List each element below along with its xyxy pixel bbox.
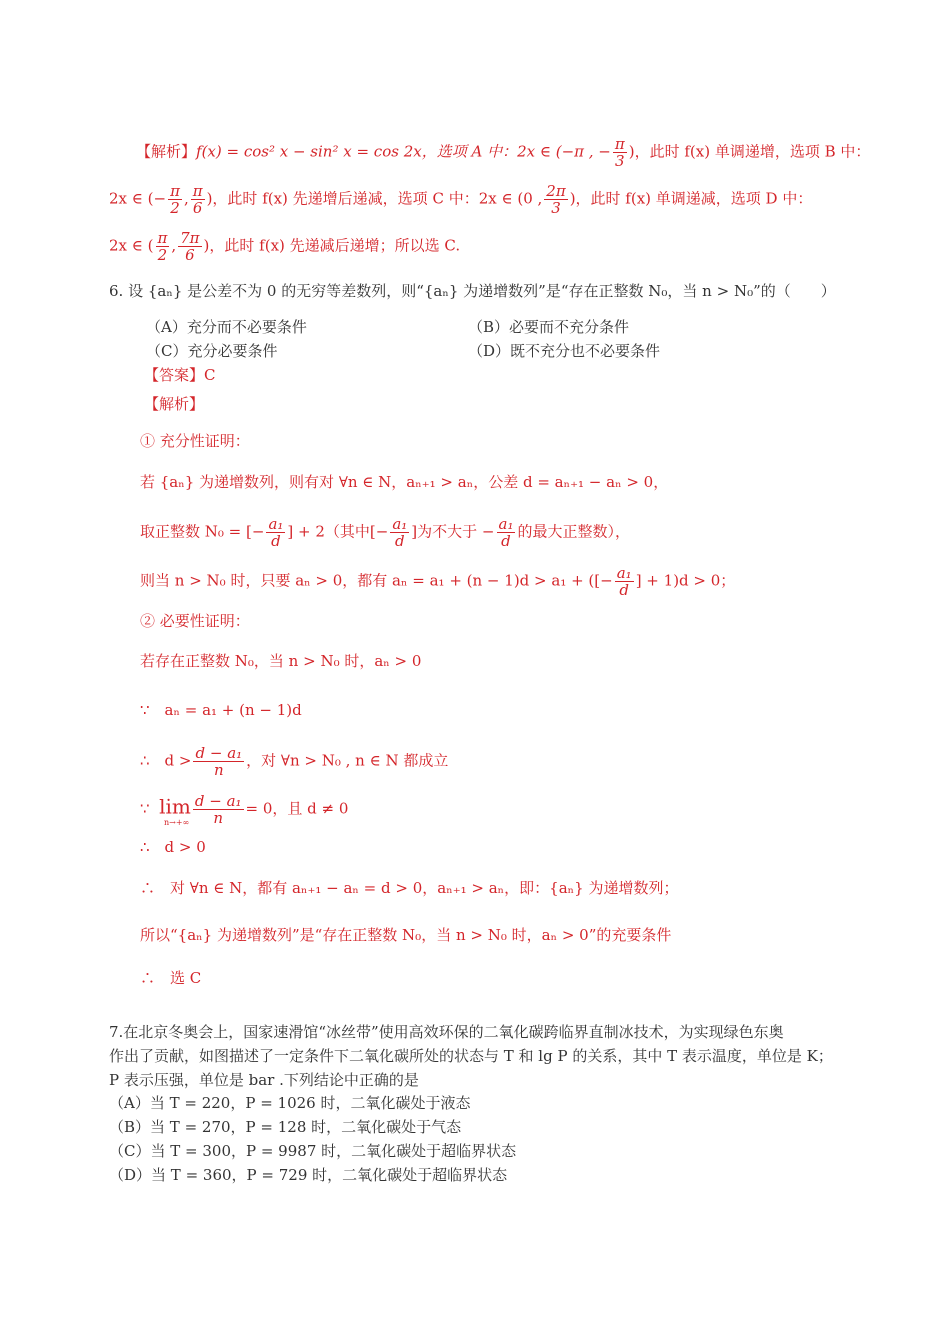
fraction: $\frac{\text{a₁}}{d}$: [392, 515, 408, 550]
answer-value: C: [204, 366, 216, 384]
q7-line-2: 作出了贡献，如图描述了一定条件下二氧化碳所处的状态与 T 和 lg P 的关系，其中 T 表示温度，单位是 K；: [109, 1047, 833, 1065]
q7-option-c: （C）当 T = 300，P = 9987 时，二氧化碳处于超临界状态: [109, 1142, 517, 1160]
q6-necessity-line-3: ∴ d > $\frac{\text{d − a₁}}{n}$ ，对 ∀n > N₀ , n ∈ N 都成立: [140, 744, 449, 779]
q6-stem: 6. 设 {aₙ} 是公差不为 0 的无穷等差数列，则“{aₙ} 为递增数列”是“存在正整数 N₀，当 n > N₀”的（ ）: [109, 282, 836, 300]
q6-necessity-line-4: ∵ lim $\frac{\text{d − a₁}}{n}$ = 0，且 d ≠ 0: [140, 792, 349, 827]
limit-subscript: n→+∞: [164, 818, 190, 827]
answer-label: 【答案】: [144, 366, 205, 384]
q6-analysis-label: 【解析】: [144, 395, 205, 413]
q5-analysis-label: 【解析】: [136, 142, 197, 161]
q6-choose: ∴ 选 C: [140, 969, 202, 987]
q6-sufficiency-title: ① 充分性证明：: [140, 432, 250, 450]
q7-line-3: P 表示压强，单位是 bar .下列结论中正确的是: [109, 1071, 419, 1089]
q6-necessity-title: ② 必要性证明：: [140, 612, 250, 630]
fraction: $\frac{\text{a₁}}{d}$: [616, 564, 632, 599]
fraction: $\frac{\pi}{2}$: [157, 229, 168, 264]
fraction: $\frac{7\pi}{6}$: [180, 229, 200, 264]
q6-option-b: （B）必要而不充分条件: [468, 318, 630, 336]
fraction: $\frac{\text{d − a₁}}{n}$: [195, 744, 243, 779]
fraction: $\frac{\pi}{2}$: [170, 182, 180, 217]
q6-conclusion: 所以“{aₙ} 为递增数列”是“存在正整数 N₀，当 n > N₀ 时，aₙ > 0”的充要条件: [140, 926, 672, 944]
fraction: $\frac{2\pi}{3}$: [546, 182, 566, 217]
q5-analysis-line-1: 【解析】f(x) = cos² x − sin² x = cos 2x，选项 A 中：2x ∈ (−π , − $\frac{\pi}{3}$ )，此时 f(x) 单调递增，选项 B 中：: [136, 135, 871, 170]
fraction: $\frac{\text{d − a₁}}{n}$: [194, 792, 242, 827]
q7-line-1: 7.在北京冬奥会上，国家速滑馆“冰丝带”使用高效环保的二氧化碳跨临界直制冰技术，为实现绿色东奥: [109, 1023, 784, 1041]
fraction: $\frac{\text{a₁}}{d}$: [498, 515, 514, 550]
q6-necessity-line-6: ∴ 对 ∀n ∈ N，都有 aₙ₊₁ − aₙ = d > 0，aₙ₊₁ > aₙ，即：{aₙ} 为递增数列；: [140, 879, 679, 897]
q6-necessity-line-2: ∵ aₙ = a₁ + (n − 1)d: [140, 701, 302, 719]
q6-necessity-line-1: 若存在正整数 N₀，当 n > N₀ 时，aₙ > 0: [140, 652, 422, 670]
fraction: $\frac{\pi}{6}$: [192, 182, 203, 217]
q6-sufficiency-line-1: 若 {aₙ} 为递增数列，则有对 ∀n ∈ N，aₙ₊₁ > aₙ，公差 d = aₙ₊₁ − aₙ > 0，: [140, 473, 669, 491]
q6-necessity-line-5: ∴ d > 0: [140, 838, 206, 856]
q6-sufficiency-line-2: 取正整数 N₀ = [− $\frac{\text{a₁}}{d}$ ] + 2（其中[− $\frac{\text{a₁}}{d}$ ]为不大于 − $\frac{\text{a₁}}{d}$ 的最大正整数），: [140, 515, 630, 550]
fraction: $\frac{\pi}{3}$: [614, 135, 625, 170]
limit-symbol: lim: [159, 794, 191, 819]
fraction: $\frac{\text{a₁}}{d}$: [268, 515, 284, 550]
q5-analysis-line-2: 2x ∈ (− $\frac{\pi}{2}$ , $\frac{\pi}{6}$ )，此时 f(x) 先递增后递减，选项 C 中：2x ∈ (0 , $\frac{2\pi}{3}$ )，此时 f(x) 单调递减，选项 D 中：: [109, 182, 813, 217]
q6-answer: [144, 365, 216, 385]
q6-option-a: （A）充分而不必要条件: [146, 318, 307, 336]
q6-sufficiency-line-3: 则当 n > N₀ 时，只要 aₙ > 0，都有 aₙ = a₁ + (n − 1)d > a₁ + ([− $\frac{\text{a₁}}{d}$ ] + 1)d > 0；: [140, 564, 736, 599]
q6-option-c: （C）充分必要条件: [146, 342, 278, 360]
q6-option-d: （D）既不充分也不必要条件: [468, 342, 661, 360]
q7-option-b: （B）当 T = 270，P = 128 时，二氧化碳处于气态: [109, 1118, 462, 1136]
q7-option-a: （A）当 T = 220，P = 1026 时，二氧化碳处于液态: [109, 1094, 471, 1112]
q5-analysis-line-3: 2x ∈ ( $\frac{\pi}{2}$ , $\frac{7\pi}{6}$ )，此时 f(x) 先递减后递增；所以选 C.: [109, 229, 461, 264]
q7-option-d: （D）当 T = 360，P = 729 时，二氧化碳处于超临界状态: [109, 1166, 508, 1184]
